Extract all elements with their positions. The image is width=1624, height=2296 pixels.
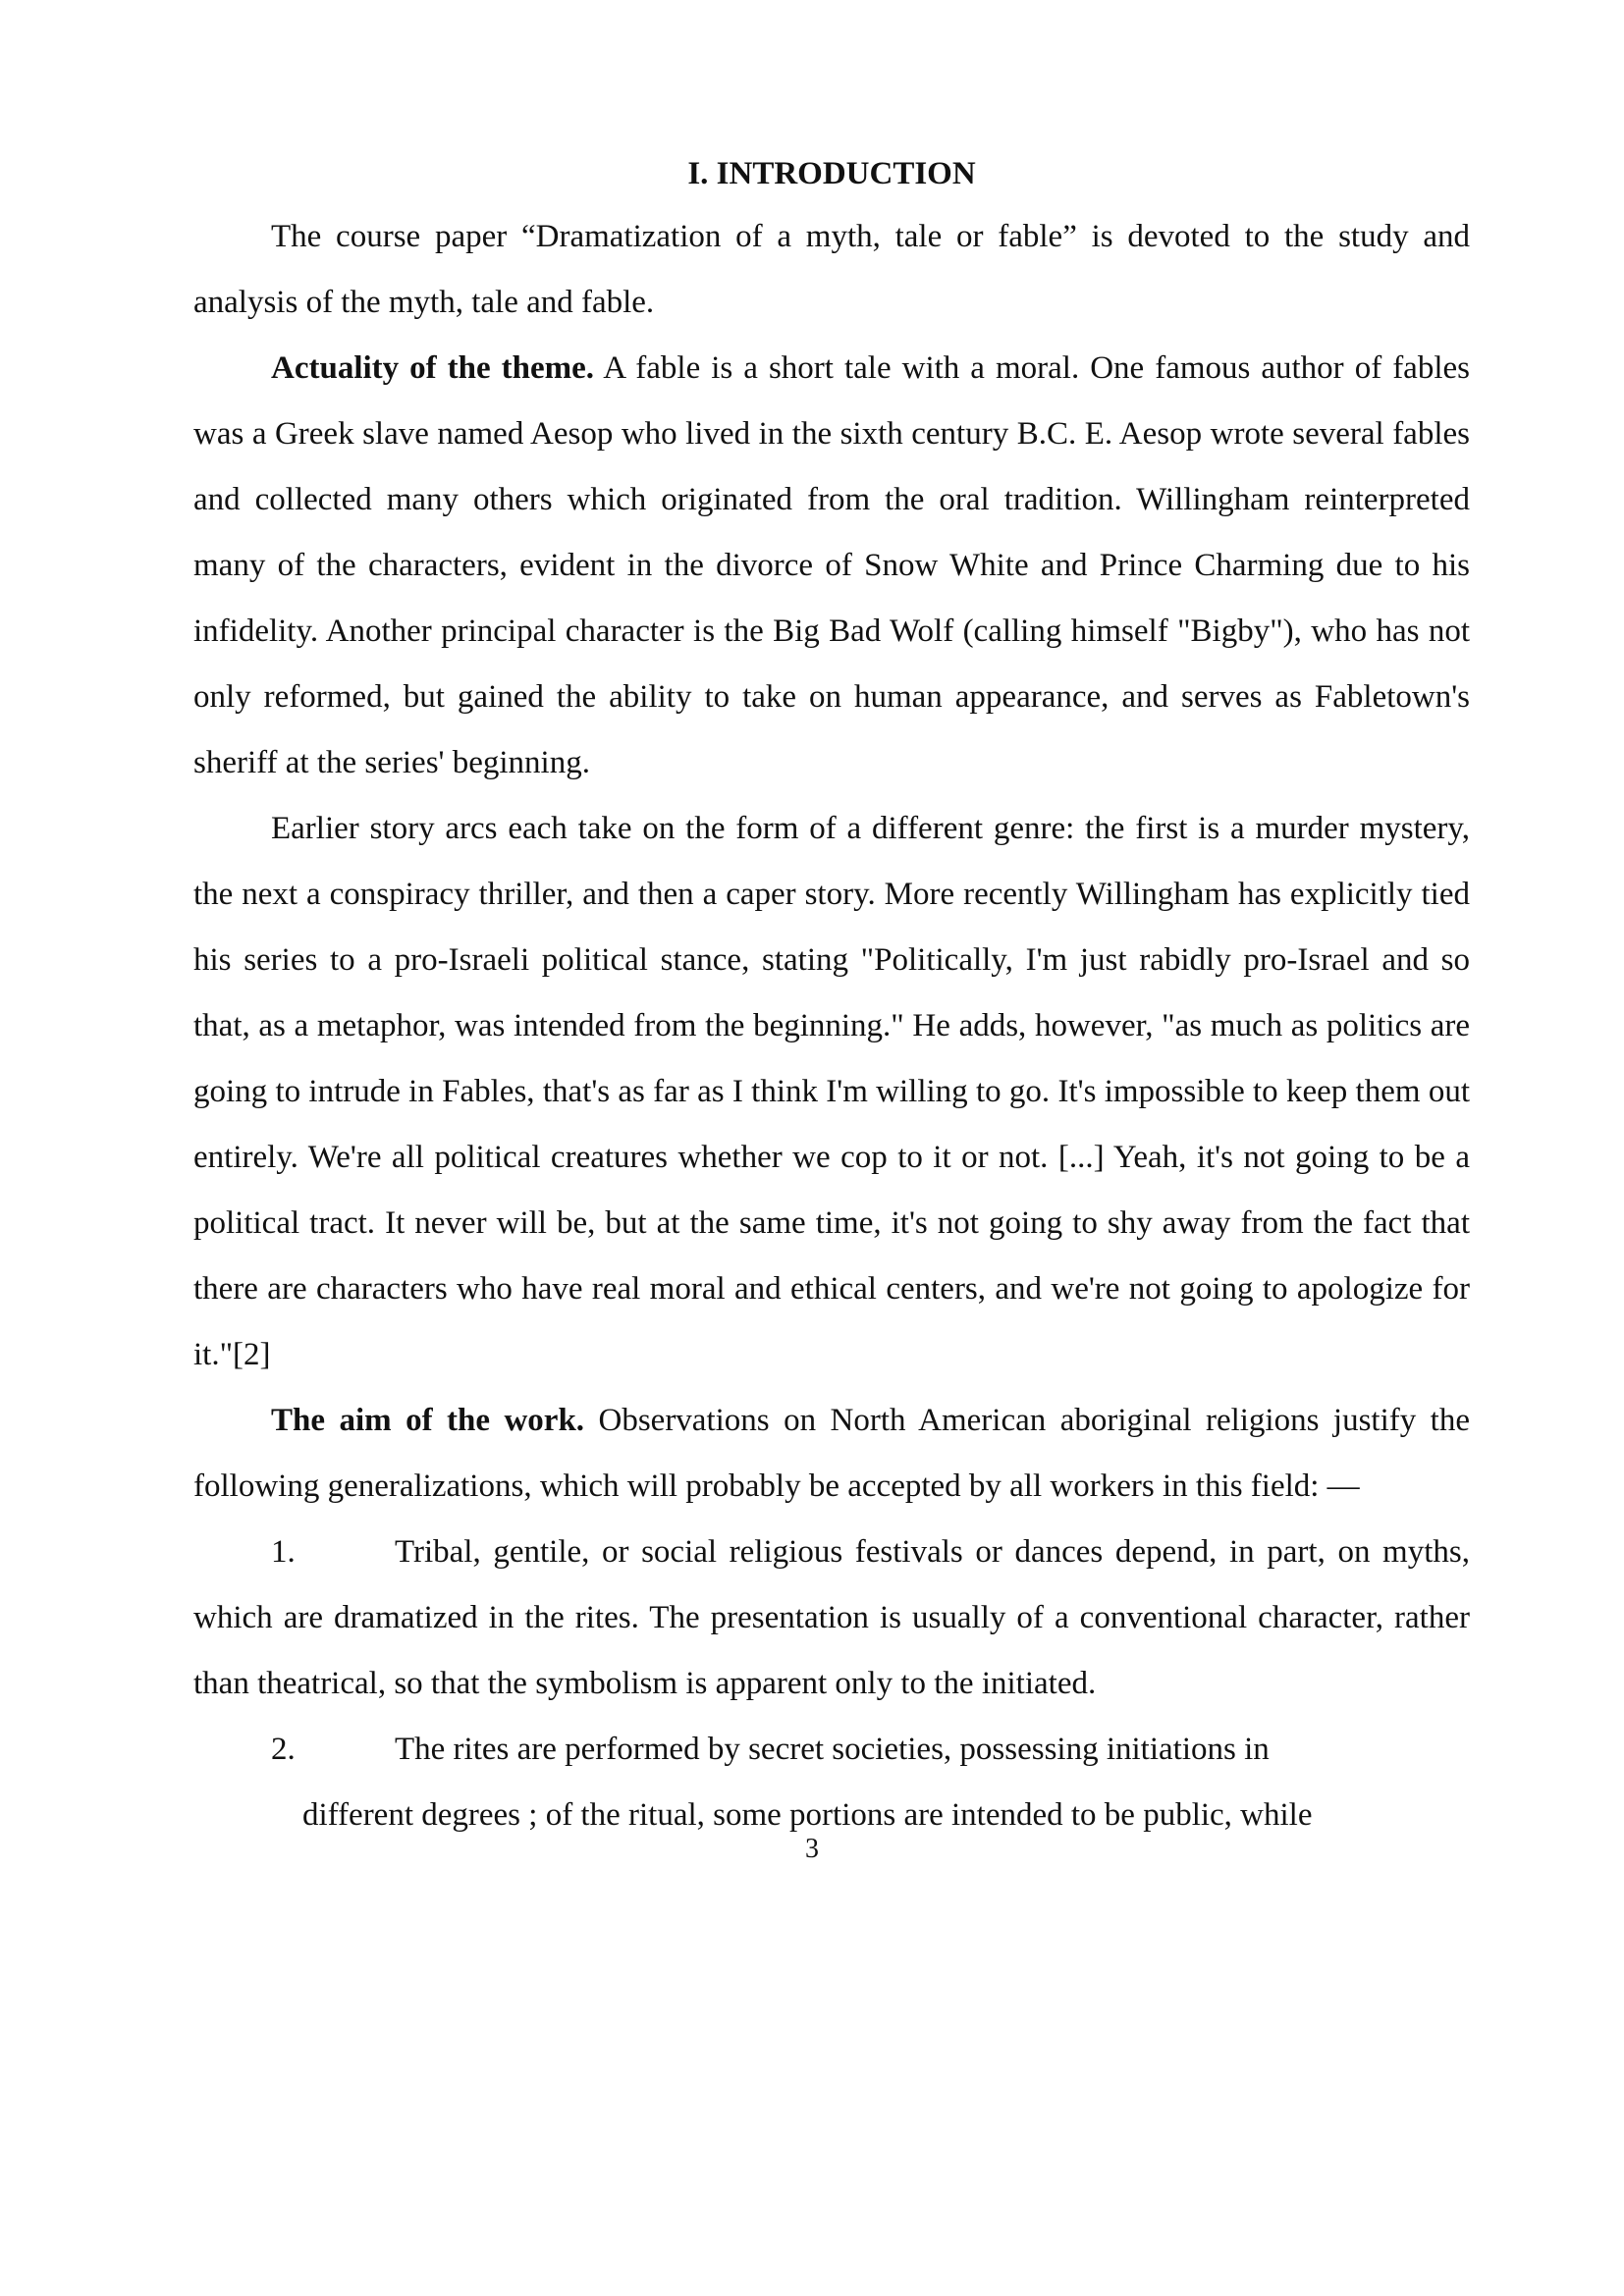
list-item-number: 1. — [271, 1534, 296, 1570]
list-item-text: Tribal, gentile, or social religious festivals or dances depend, in part, on myths, which are dramatized in the rites. The presentation is usually of a conventional character, rather than theatrical, so that the symbolism is apparent only to the initiated. — [193, 1534, 1470, 1701]
paragraph-story-arcs: Earlier story arcs each take on the form of a different genre: the first is a murder mystery, the next a conspiracy thriller, and then a caper story. More recently Willingham has explicitly tied his series to a pro-Israeli political stance, stating "Politically, I'm just rabidly pro-Israel and so that, as a metaphor, was intended from the beginning." He adds, however, "as much as politics are going to intrude in Fables, that's as far as I think I'm willing to go. It's impossible to keep them out entirely. We're all political creatures whether we cop to it or not. [...] Yeah, it's not going to be a political tract. It never will be, but at the same time, it's not going to shy away from the fact that there are characters who have real moral and ethical centers, and we're not going to apologize for it."[2] — [193, 811, 1470, 1372]
paragraph-lead-aim: The aim of the work. — [271, 1403, 585, 1438]
section-heading: I. INTRODUCTION — [687, 156, 976, 191]
list-item — [193, 1520, 1470, 1717]
paragraph-text-actuality: A fable is a short tale with a moral. One famous author of fables was a Greek slave named Aesop who lived in the sixth century B.C. E. Aesop wrote several fables and collected many others which originated from the oral tradition. Willingham reinterpreted many of the characters, evident in the divorce of Snow White and Prince Charming due to his infidelity. Another principal character is the Big Bad Wolf (calling himself "Bigby"), who has not only reformed, but gained the ability to take on human appearance, and serves as Fabletown's sheriff at the series' beginning. — [193, 350, 1470, 780]
page-content — [193, 147, 1470, 1848]
list-item-number: 2. — [271, 1732, 296, 1767]
paragraph-aim — [193, 1388, 1470, 1520]
list-item-continuation: different degrees ; of the ritual, some portions are intended to be public, while — [302, 1797, 1313, 1833]
paragraph-text-aim: Observations on North American aboriginal religions justify the following generalizations, which will probably be accepted by all workers in this field: — — [193, 1403, 1470, 1504]
paragraph-lead-actuality: Actuality of the theme. — [271, 350, 595, 386]
paragraph-actuality — [193, 336, 1470, 796]
page-number: 3 — [805, 1834, 819, 1864]
list-item-text: The rites are performed by secret societies, possessing initiations in — [395, 1732, 1270, 1767]
list-item — [193, 1717, 1470, 1783]
paragraph-intro: The course paper “Dramatization of a myth, tale or fable” is devoted to the study and analysis of the myth, tale and fable. — [193, 219, 1470, 320]
